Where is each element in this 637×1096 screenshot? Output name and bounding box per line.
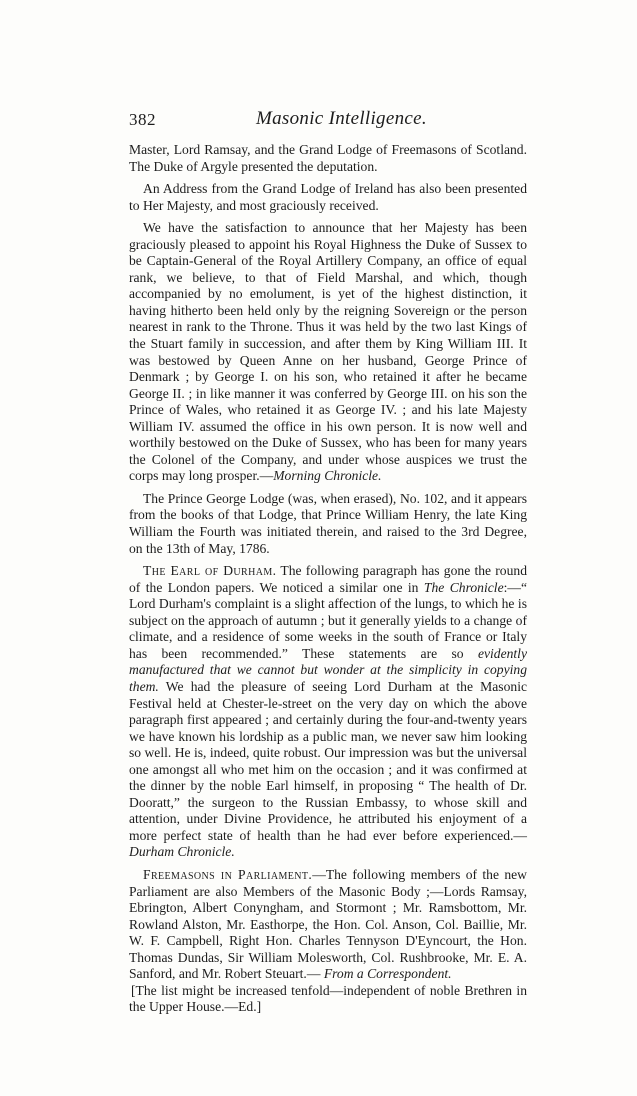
page-number: 382 <box>129 110 156 129</box>
paragraph-text: The following paragraph has gone the round of the London papers. We noticed a similar one in <box>129 563 527 595</box>
paragraph-deputation <box>129 142 527 175</box>
source-citation: From a Correspondent. <box>323 966 452 982</box>
source-citation: Durham Chronicle. <box>129 844 235 860</box>
paragraph-captain-general <box>129 220 527 485</box>
editor-note <box>129 983 527 1016</box>
running-title: Masonic Intelligence. <box>256 108 427 129</box>
paragraph-ireland-address <box>129 181 527 214</box>
section-heading: Freemasons in Parliament. <box>143 866 313 882</box>
paragraph-text: :—“ Lord Durham's complaint is a slight affection of the lungs, to which he is subject on the approach of autumn ; but it generally yields to a change of climate, and a residence of some weeks in the south of France or Italy has been recommended.” These statements are so <box>129 579 528 661</box>
paragraph-prince-george-lodge <box>129 491 527 557</box>
italic-phrase: evidently manufactured that we cannot but wonder at the simplicity in copying them. <box>129 645 527 694</box>
paragraph-text: [The list might be increased tenfold—independent of noble Brethren in the Upper House.—Ed.] <box>129 982 527 1015</box>
paragraph-text: We have the satisfaction to announce that her Majesty has been graciously pleased to appoint his Royal Highness the Duke of Sussex to be Captain-General of the Royal Artillery Company, an office of equal rank, we believe, to that of Field Marshal, and which, though accompanied by no emolument, is yet of the highest distinction, it having hitherto been held only by the reigning Sovereign or the person nearest in rank to the Throne. Thus it was held by the two last Kings of the Stuart family in succession, and after them by King William III. It was bestowed by Queen Anne on her husband, George Prince of Denmark ; by George I. on his son, who retained it after he became George II. ; in like manner it was conferred by George III. on his son the Prince of Wales, who retained it as George IV. ; and his late Majesty William IV. assumed the office in his own person. It is now well and worthily bestowed on the Duke of Sussex, who has been for many years the Colonel of the Company, and under whose auspices we trust the corps may long prosper.— <box>129 220 527 484</box>
paragraph-text: The Prince George Lodge (was, when erased), No. 102, and it appears from the books of that Lodge, that Prince William Henry, the late King William the Fourth was initiated therein, and raised to the 3rd Degree, on the 13th of May, 1786. <box>129 490 527 556</box>
section-heading: The Earl of Durham. <box>143 563 277 579</box>
paragraph-freemasons-parliament <box>129 867 527 983</box>
paragraph-text: Master, Lord Ramsay, and the Grand Lodge of Freemasons of Scotland. The Duke of Argyle presented the deputation. <box>129 142 527 174</box>
paragraph-text: We had the pleasure of seeing Lord Durham at the Masonic Festival held at Chester-le-street on the very day on which the above paragraph first appeared ; and certainly during the four-and-twenty years we have known his lordship as a public man, we never saw him looking so well. He is, indeed, quite robust. Our impression was but the universal one amongst all who met him on the occasion ; and it was confirmed at the dinner by the noble Earl himself, in proposing “ The health of Dr. Dooratt,” the surgeon to the Russian Embassy, to whose skill and attention, under Divine Providence, he attributed his enjoyment of a more perfect state of health than he had ever before experienced.— <box>129 678 527 843</box>
paragraph-text: An Address from the Grand Lodge of Ireland has also been presented to Her Majesty, and most graciously received. <box>129 181 527 213</box>
page-header <box>129 110 527 134</box>
paragraph-text: —The following members of the new Parliament are also Members of the Masonic Body ;—Lords Ramsay, Ebrington, Albert Conyngham, and Stormont ; Mr. Ramsbottom, Mr. Rowland Alston, Mr. Easthorpe, the Hon. Col. Anson, Col. Baillie, Mr. W. F. Campbell, Right Hon. Charles Tennyson D'Eyncourt, the Hon. Thomas Dundas, Sir William Molesworth, Col. Rushbrooke, Mr. E. A. Sanford, and Mr. Robert Steuart.— <box>129 866 527 982</box>
paragraph-earl-of-durham <box>129 563 527 861</box>
source-citation: Morning Chronicle. <box>273 468 382 484</box>
newspaper-title: The Chronicle <box>423 579 504 595</box>
article-body <box>129 142 527 1016</box>
